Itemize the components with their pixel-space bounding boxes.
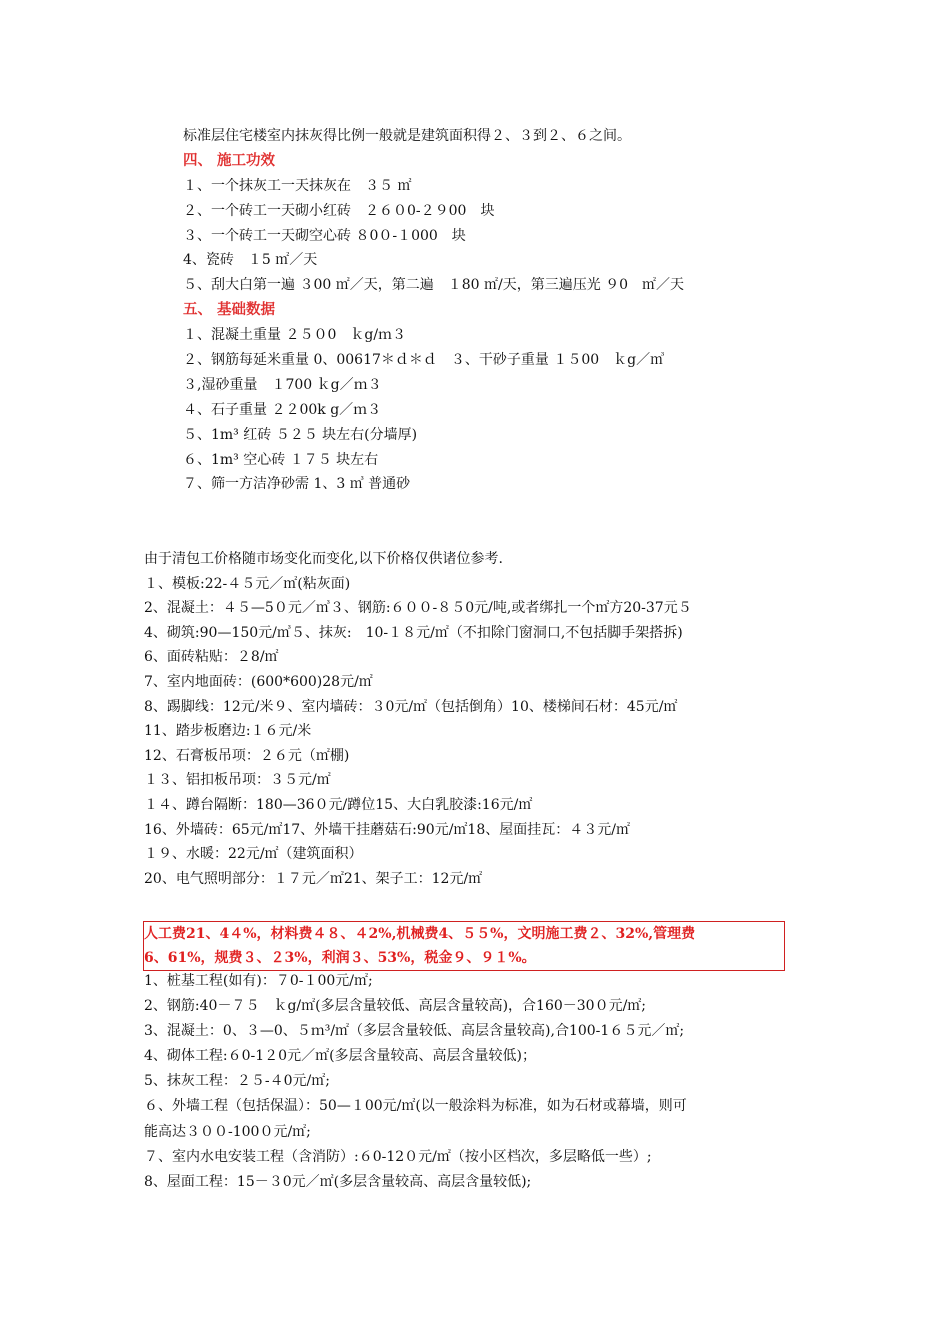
- text-line: 3、混凝土：0、３—0、５ｍ³/㎡（多层含量较低、高层含量较高),合100-1６５元／㎡;: [144, 1023, 685, 1040]
- text-line: ４、石子重量 ２２00k g／ｍ３: [183, 401, 382, 418]
- cost-ratio-box: [143, 921, 785, 971]
- text-line: ５、刮大白第一遍 ３00 ㎡／天，第二遍 １80 ㎡/天，第三遍压光 ９0 ㎡／天: [183, 277, 685, 294]
- text-line: 11、踏步板磨边:１６元/米: [144, 723, 312, 740]
- text-line: ６、外墙工程（包括保温）：50—１00元/㎡(以一般涂料为标准，如为石材或幕墙，则可: [144, 1098, 687, 1115]
- text-line: 4、砌筑:90—150元/㎥５、抹灰: 10-１８元/㎡（不扣除门窗洞口,不包括脚手架搭拆): [144, 624, 683, 641]
- text-line: 5、抹灰工程：２５-４0元/㎡;: [144, 1073, 330, 1090]
- text-line: ５、1m³ 红砖 ５２５ 块左右(分墙厚): [183, 426, 418, 443]
- construction-section: [183, 124, 883, 497]
- text-line: 6、面砖粘贴：２8/㎡: [144, 649, 279, 666]
- section-heading: 五、 基础数据: [183, 301, 276, 319]
- text-line: 4、瓷砖 １5 ㎡／天: [183, 252, 318, 269]
- text-line: 20、电气照明部分：１７元／㎡21、架子工：12元/㎡: [144, 870, 483, 887]
- text-line: １４、蹲台隔断：180—36０元/蹲位15、大白乳胶漆:16元/㎡: [144, 796, 533, 813]
- text-line: 由于清包工价格随市场变化而变化,以下价格仅供诸位参考.: [144, 551, 503, 567]
- text-line: １、混凝土重量 ２５０0 ｋg/ｍ３: [183, 327, 407, 344]
- text-line: 7、室内地面砖：(600*600)28元/㎡: [144, 673, 373, 690]
- text-line: ３,湿砂重量 １700 ｋg／ｍ３: [183, 376, 382, 393]
- labor-price-section: [144, 547, 844, 891]
- text-line: 6、61%，规费３、２3%，利润３、53%，税金９、９１%。: [144, 949, 536, 966]
- text-line: ３、一个砖工一天砌空心砖 ８0０-１000 块: [183, 227, 466, 244]
- section-heading: 四、 施工功效: [183, 151, 276, 169]
- text-line: ２、一个砖工一天砌小红砖 ２６０0-２９00 块: [183, 202, 495, 219]
- text-line: １９、水暖：22元/㎡（建筑面积）: [144, 846, 363, 863]
- text-line: 2、钢筋:40－７５ ｋg/㎡(多层含量较低、高层含量较高)，合160－30０元/㎡;: [144, 998, 647, 1015]
- text-line: 4、砌体工程:６0-1２0元／㎡(多层含量较高、高层含量较低)；: [144, 1048, 536, 1065]
- text-line: 16、外墙砖：65元/㎡17、外墙干挂蘑菇石:90元/㎡18、屋面挂瓦：４３元/㎡: [144, 821, 630, 838]
- text-line: 8、屋面工程：15－３0元／㎡(多层含量较高、高层含量较低);: [144, 1173, 532, 1190]
- text-line: １、一个抹灰工一天抹灰在 ３５ ㎡: [183, 177, 412, 194]
- text-line: １、模板:22-４５元／㎡(粘灰面): [144, 575, 351, 592]
- text-line: ７、室内水电安装工程（含消防）:６0-12０元/㎡（按小区档次，多层略低一些）;: [144, 1148, 652, 1165]
- text-line: １３、铝扣板吊项：３５元/㎡: [144, 772, 331, 789]
- building-cost-section: [144, 969, 824, 1195]
- text-line: ２、钢筋每延米重量 0、00617＊ｄ＊ｄ ３、干砂子重量 １５00 ｋg／㎥: [183, 352, 665, 369]
- text-line: ６、1m³ 空心砖 １７５ 块左右: [183, 451, 379, 468]
- text-line: 12、石膏板吊项：２６元（㎡棚): [144, 747, 350, 764]
- text-line: 2、混凝土：４５—5０元／㎥３、钢筋:６００-８５0元/吨,或者绑扎一个㎡方20-37元５: [144, 600, 692, 617]
- text-line: 人工费21、4４%，材料费４８、４2%,机械费4、５５%，文明施工费２、32%,管理费: [144, 926, 696, 942]
- text-line: 1、桩基工程(如有)：７0-１00元/㎡;: [144, 973, 373, 989]
- text-line: 能高达３００-100０元/㎡;: [144, 1123, 311, 1140]
- text-line: 标准层住宅楼室内抹灰得比例一般就是建筑面积得２、３到２、６之间。: [183, 128, 631, 144]
- text-line: ７、筛一方洁净砂需 1、3 ㎥ 普通砂: [183, 476, 411, 493]
- text-line: 8、踢脚线：12元/米９、室内墙砖：３0元/㎡（包括倒角）10、楼梯间石材：45元/㎡: [144, 698, 678, 715]
